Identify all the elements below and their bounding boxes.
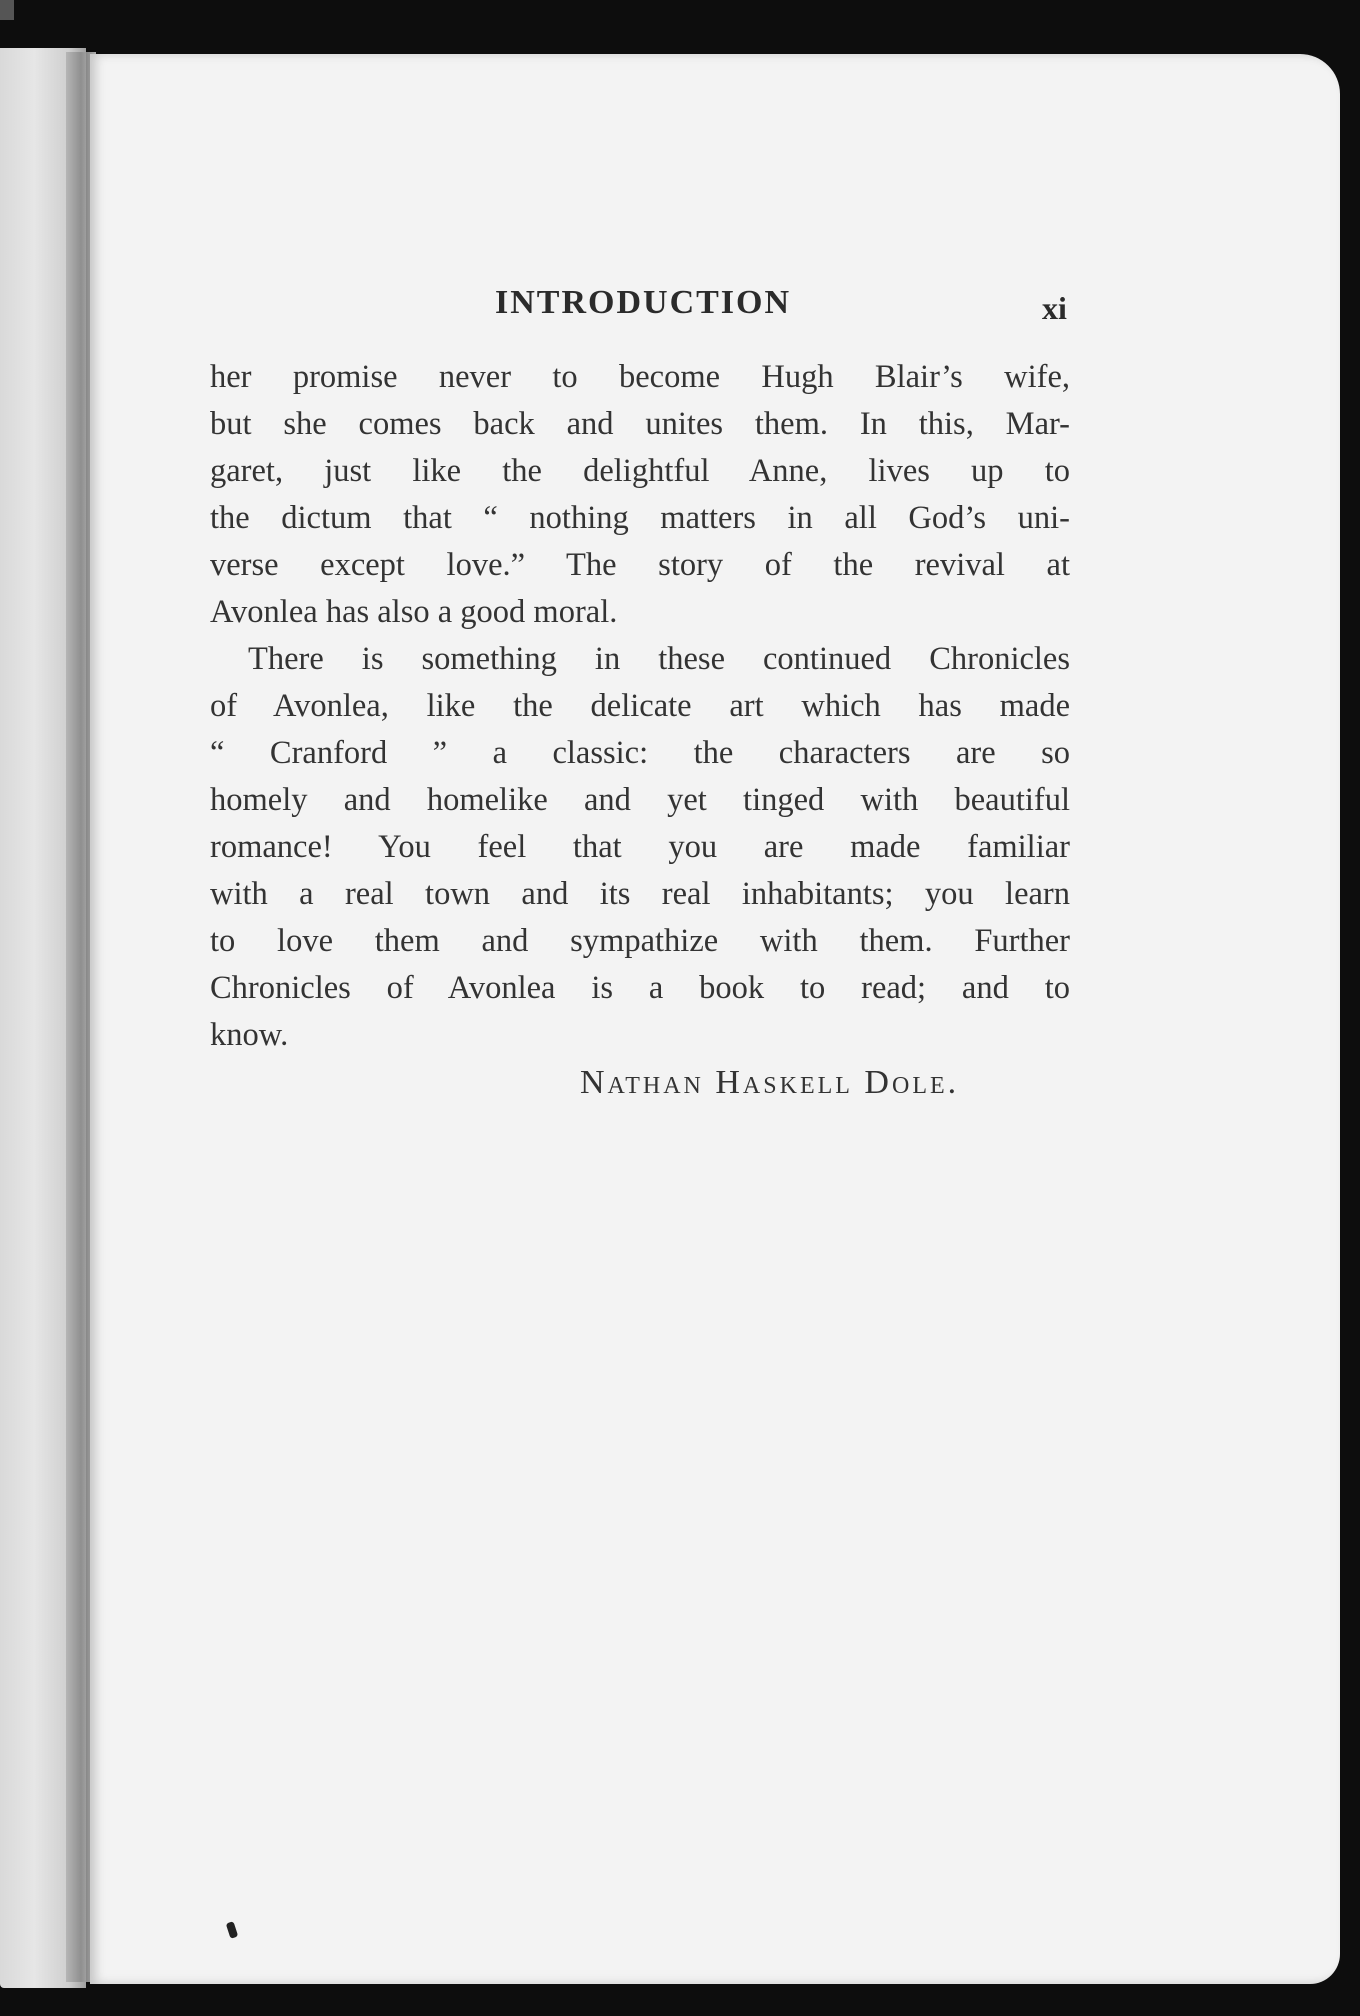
- text-line: There is something in these continued Chronicles: [248, 641, 1070, 677]
- text-line: the dictum that “ nothing matters in all God’s uni-: [210, 500, 1070, 536]
- text-line: but she comes back and unites them. In this, Mar-: [210, 406, 1070, 442]
- body-text: [210, 354, 1070, 1059]
- running-head-title: INTRODUCTION: [495, 284, 792, 321]
- text-line: romance! You feel that you are made familiar: [210, 829, 1070, 865]
- text-line: garet, just like the delightful Anne, lives up to: [210, 453, 1070, 489]
- text-line: with a real town and its real inhabitants; you learn: [210, 876, 1070, 912]
- scan-corner-mark: [0, 0, 14, 20]
- ink-speck: [226, 1921, 239, 1939]
- text-line: know.: [210, 1017, 289, 1053]
- paragraph: [210, 354, 1070, 636]
- text-line: of Avonlea, like the delicate art which has made: [210, 688, 1070, 724]
- text-line: verse except love.” The story of the revival at: [210, 547, 1070, 583]
- text-line: homely and homelike and yet tinged with beautiful: [210, 782, 1070, 818]
- author-signature: Nathan Haskell Dole.: [580, 1064, 960, 1101]
- text-line: Chronicles of Avonlea is a book to read; and to: [210, 970, 1070, 1006]
- paragraph: [210, 636, 1070, 1059]
- text-line: her promise never to become Hugh Blair’s wife,: [210, 359, 1070, 395]
- running-head: [90, 284, 1340, 334]
- text-line: “ Cranford ” a classic: the characters are so: [210, 735, 1070, 771]
- page-number: xi: [1042, 290, 1067, 326]
- book-page: [90, 54, 1340, 1984]
- text-line: Avonlea has also a good moral.: [210, 594, 618, 630]
- text-line: to love them and sympathize with them. Further: [210, 923, 1070, 959]
